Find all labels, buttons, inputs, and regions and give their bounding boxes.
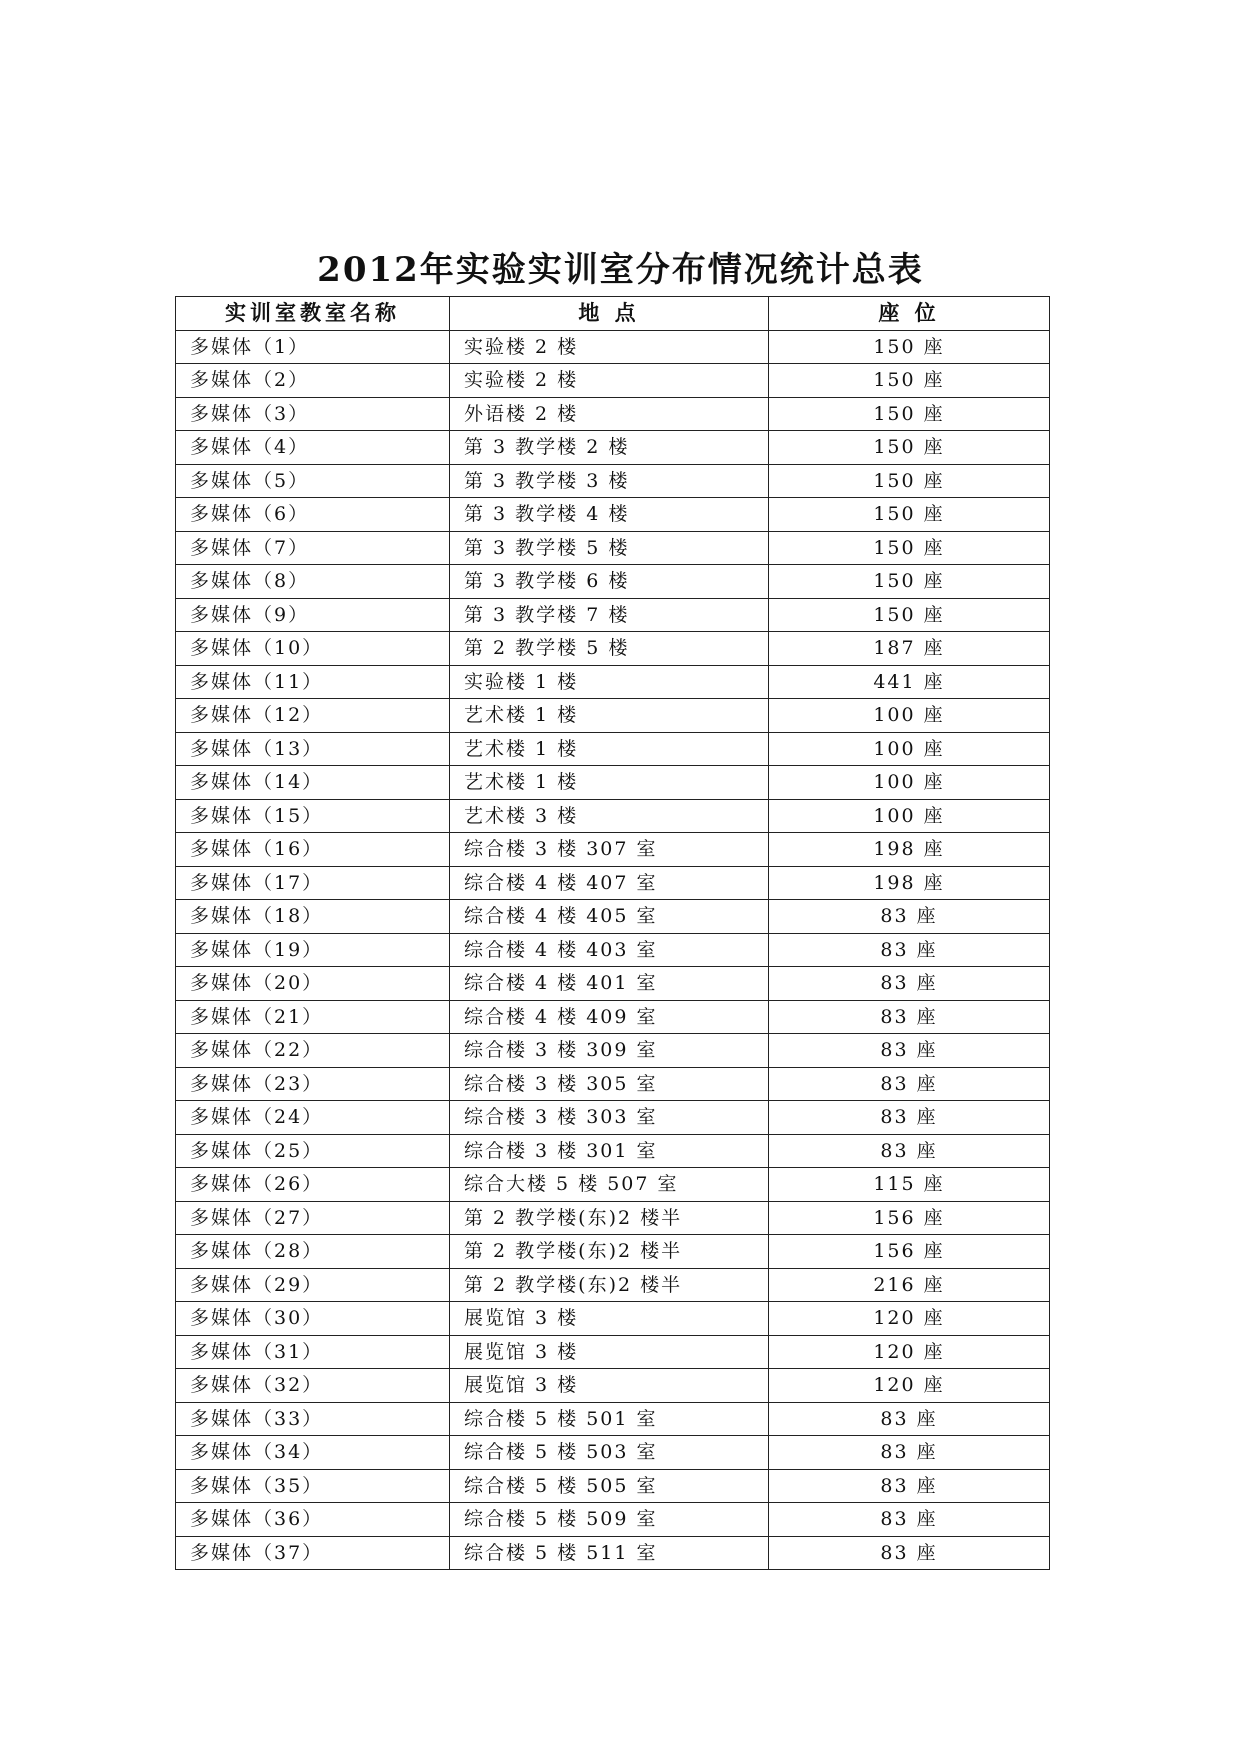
table-row [176, 1335, 1050, 1369]
location-cell: 第 3 教学楼 4 楼 [450, 498, 769, 532]
seats-cell: 100 座 [769, 799, 1050, 833]
room-name-cell: 多媒体（32） [176, 1369, 450, 1403]
table-row [176, 1000, 1050, 1034]
room-name-cell: 多媒体（24） [176, 1101, 450, 1135]
location-cell: 综合楼 5 楼 511 室 [450, 1536, 769, 1570]
room-name-cell: 多媒体（34） [176, 1436, 450, 1470]
location-cell: 展览馆 3 楼 [450, 1369, 769, 1403]
table-row [176, 866, 1050, 900]
room-name-cell: 多媒体（31） [176, 1335, 450, 1369]
location-cell: 综合楼 3 楼 305 室 [450, 1067, 769, 1101]
seats-cell: 150 座 [769, 598, 1050, 632]
seats-cell: 156 座 [769, 1201, 1050, 1235]
room-name-cell: 多媒体（29） [176, 1268, 450, 1302]
seats-cell: 198 座 [769, 866, 1050, 900]
seats-cell: 441 座 [769, 665, 1050, 699]
seats-cell: 120 座 [769, 1369, 1050, 1403]
lab-distribution-table [175, 296, 1050, 1570]
table-row [176, 967, 1050, 1001]
room-name-cell: 多媒体（21） [176, 1000, 450, 1034]
room-name-cell: 多媒体（27） [176, 1201, 450, 1235]
seats-cell: 150 座 [769, 531, 1050, 565]
room-name-cell: 多媒体（1） [176, 330, 450, 364]
location-cell: 综合楼 3 楼 309 室 [450, 1034, 769, 1068]
location-cell: 实验楼 2 楼 [450, 330, 769, 364]
seats-cell: 100 座 [769, 766, 1050, 800]
table-row [176, 1369, 1050, 1403]
table-row [176, 464, 1050, 498]
table-row [176, 498, 1050, 532]
location-cell: 艺术楼 1 楼 [450, 766, 769, 800]
location-cell: 综合楼 3 楼 301 室 [450, 1134, 769, 1168]
room-name-cell: 多媒体（33） [176, 1402, 450, 1436]
room-name-cell: 多媒体（22） [176, 1034, 450, 1068]
table-row [176, 565, 1050, 599]
room-name-cell: 多媒体（7） [176, 531, 450, 565]
table-row [176, 665, 1050, 699]
location-cell: 第 3 教学楼 3 楼 [450, 464, 769, 498]
table-row [176, 1503, 1050, 1537]
location-cell: 第 2 教学楼(东)2 楼半 [450, 1268, 769, 1302]
seats-cell: 83 座 [769, 900, 1050, 934]
seats-cell: 156 座 [769, 1235, 1050, 1269]
table-row [176, 1067, 1050, 1101]
table-row [176, 933, 1050, 967]
room-name-cell: 多媒体（37） [176, 1536, 450, 1570]
seats-cell: 100 座 [769, 732, 1050, 766]
seats-cell: 216 座 [769, 1268, 1050, 1302]
seats-cell: 83 座 [769, 1402, 1050, 1436]
seats-cell: 150 座 [769, 397, 1050, 431]
room-name-cell: 多媒体（35） [176, 1469, 450, 1503]
location-cell: 第 2 教学楼 5 楼 [450, 632, 769, 666]
seats-cell: 83 座 [769, 1503, 1050, 1537]
table-row [176, 397, 1050, 431]
location-cell: 综合楼 5 楼 505 室 [450, 1469, 769, 1503]
table-row [176, 1268, 1050, 1302]
location-cell: 综合楼 3 楼 307 室 [450, 833, 769, 867]
seats-cell: 83 座 [769, 1067, 1050, 1101]
table-row [176, 330, 1050, 364]
seats-cell: 83 座 [769, 1436, 1050, 1470]
room-name-cell: 多媒体（14） [176, 766, 450, 800]
location-cell: 综合大楼 5 楼 507 室 [450, 1168, 769, 1202]
room-name-cell: 多媒体（11） [176, 665, 450, 699]
seats-cell: 150 座 [769, 498, 1050, 532]
table-row [176, 766, 1050, 800]
room-name-cell: 多媒体（2） [176, 364, 450, 398]
seats-cell: 83 座 [769, 1000, 1050, 1034]
seats-cell: 83 座 [769, 1034, 1050, 1068]
location-cell: 第 2 教学楼(东)2 楼半 [450, 1201, 769, 1235]
location-cell: 综合楼 5 楼 503 室 [450, 1436, 769, 1470]
location-cell: 第 3 教学楼 6 楼 [450, 565, 769, 599]
location-cell: 综合楼 4 楼 409 室 [450, 1000, 769, 1034]
table-row [176, 598, 1050, 632]
room-name-cell: 多媒体（3） [176, 397, 450, 431]
location-cell: 实验楼 2 楼 [450, 364, 769, 398]
location-cell: 综合楼 3 楼 303 室 [450, 1101, 769, 1135]
header-location: 地 点 [450, 297, 769, 331]
location-cell: 艺术楼 3 楼 [450, 799, 769, 833]
table-row [176, 1536, 1050, 1570]
location-cell: 综合楼 4 楼 403 室 [450, 933, 769, 967]
room-name-cell: 多媒体（6） [176, 498, 450, 532]
room-name-cell: 多媒体（16） [176, 833, 450, 867]
room-name-cell: 多媒体（20） [176, 967, 450, 1001]
room-name-cell: 多媒体（28） [176, 1235, 450, 1269]
location-cell: 外语楼 2 楼 [450, 397, 769, 431]
location-cell: 第 3 教学楼 5 楼 [450, 531, 769, 565]
table-header-row [176, 297, 1050, 331]
seats-cell: 150 座 [769, 431, 1050, 465]
seats-cell: 83 座 [769, 1469, 1050, 1503]
room-name-cell: 多媒体（5） [176, 464, 450, 498]
room-name-cell: 多媒体（30） [176, 1302, 450, 1336]
seats-cell: 120 座 [769, 1302, 1050, 1336]
table-row [176, 1134, 1050, 1168]
table-row [176, 431, 1050, 465]
location-cell: 综合楼 4 楼 407 室 [450, 866, 769, 900]
location-cell: 综合楼 5 楼 509 室 [450, 1503, 769, 1537]
table-row [176, 1168, 1050, 1202]
room-name-cell: 多媒体（23） [176, 1067, 450, 1101]
room-name-cell: 多媒体（12） [176, 699, 450, 733]
room-name-cell: 多媒体（18） [176, 900, 450, 934]
location-cell: 艺术楼 1 楼 [450, 699, 769, 733]
header-room-name: 实训室教室名称 [176, 297, 450, 331]
location-cell: 展览馆 3 楼 [450, 1302, 769, 1336]
table-row [176, 1101, 1050, 1135]
room-name-cell: 多媒体（26） [176, 1168, 450, 1202]
table-row [176, 799, 1050, 833]
seats-cell: 150 座 [769, 364, 1050, 398]
room-name-cell: 多媒体（13） [176, 732, 450, 766]
location-cell: 第 2 教学楼(东)2 楼半 [450, 1235, 769, 1269]
location-cell: 综合楼 4 楼 401 室 [450, 967, 769, 1001]
table-row [176, 900, 1050, 934]
room-name-cell: 多媒体（25） [176, 1134, 450, 1168]
table-row [176, 531, 1050, 565]
location-cell: 实验楼 1 楼 [450, 665, 769, 699]
room-name-cell: 多媒体（4） [176, 431, 450, 465]
seats-cell: 83 座 [769, 1134, 1050, 1168]
seats-cell: 115 座 [769, 1168, 1050, 1202]
table-row [176, 1402, 1050, 1436]
table-body [176, 330, 1050, 1570]
room-name-cell: 多媒体（36） [176, 1503, 450, 1537]
seats-cell: 120 座 [769, 1335, 1050, 1369]
seats-cell: 83 座 [769, 967, 1050, 1001]
location-cell: 艺术楼 1 楼 [450, 732, 769, 766]
seats-cell: 83 座 [769, 1536, 1050, 1570]
location-cell: 展览馆 3 楼 [450, 1335, 769, 1369]
table-row [176, 833, 1050, 867]
location-cell: 第 3 教学楼 7 楼 [450, 598, 769, 632]
seats-cell: 100 座 [769, 699, 1050, 733]
location-cell: 第 3 教学楼 2 楼 [450, 431, 769, 465]
table-row [176, 1034, 1050, 1068]
room-name-cell: 多媒体（10） [176, 632, 450, 666]
table-row [176, 1469, 1050, 1503]
location-cell: 综合楼 4 楼 405 室 [450, 900, 769, 934]
table-row [176, 1235, 1050, 1269]
room-name-cell: 多媒体（17） [176, 866, 450, 900]
seats-cell: 187 座 [769, 632, 1050, 666]
room-name-cell: 多媒体（19） [176, 933, 450, 967]
seats-cell: 198 座 [769, 833, 1050, 867]
table-row [176, 732, 1050, 766]
table-row [176, 364, 1050, 398]
document-title: 2012年实验实训室分布情况统计总表 [317, 250, 924, 290]
seats-cell: 150 座 [769, 464, 1050, 498]
table-row [176, 1302, 1050, 1336]
seats-cell: 83 座 [769, 1101, 1050, 1135]
seats-cell: 150 座 [769, 565, 1050, 599]
room-name-cell: 多媒体（8） [176, 565, 450, 599]
header-seats: 座 位 [769, 297, 1050, 331]
table-row [176, 632, 1050, 666]
seats-cell: 83 座 [769, 933, 1050, 967]
room-name-cell: 多媒体（9） [176, 598, 450, 632]
location-cell: 综合楼 5 楼 501 室 [450, 1402, 769, 1436]
table-row [176, 699, 1050, 733]
room-name-cell: 多媒体（15） [176, 799, 450, 833]
table-row [176, 1201, 1050, 1235]
table-row [176, 1436, 1050, 1470]
seats-cell: 150 座 [769, 330, 1050, 364]
